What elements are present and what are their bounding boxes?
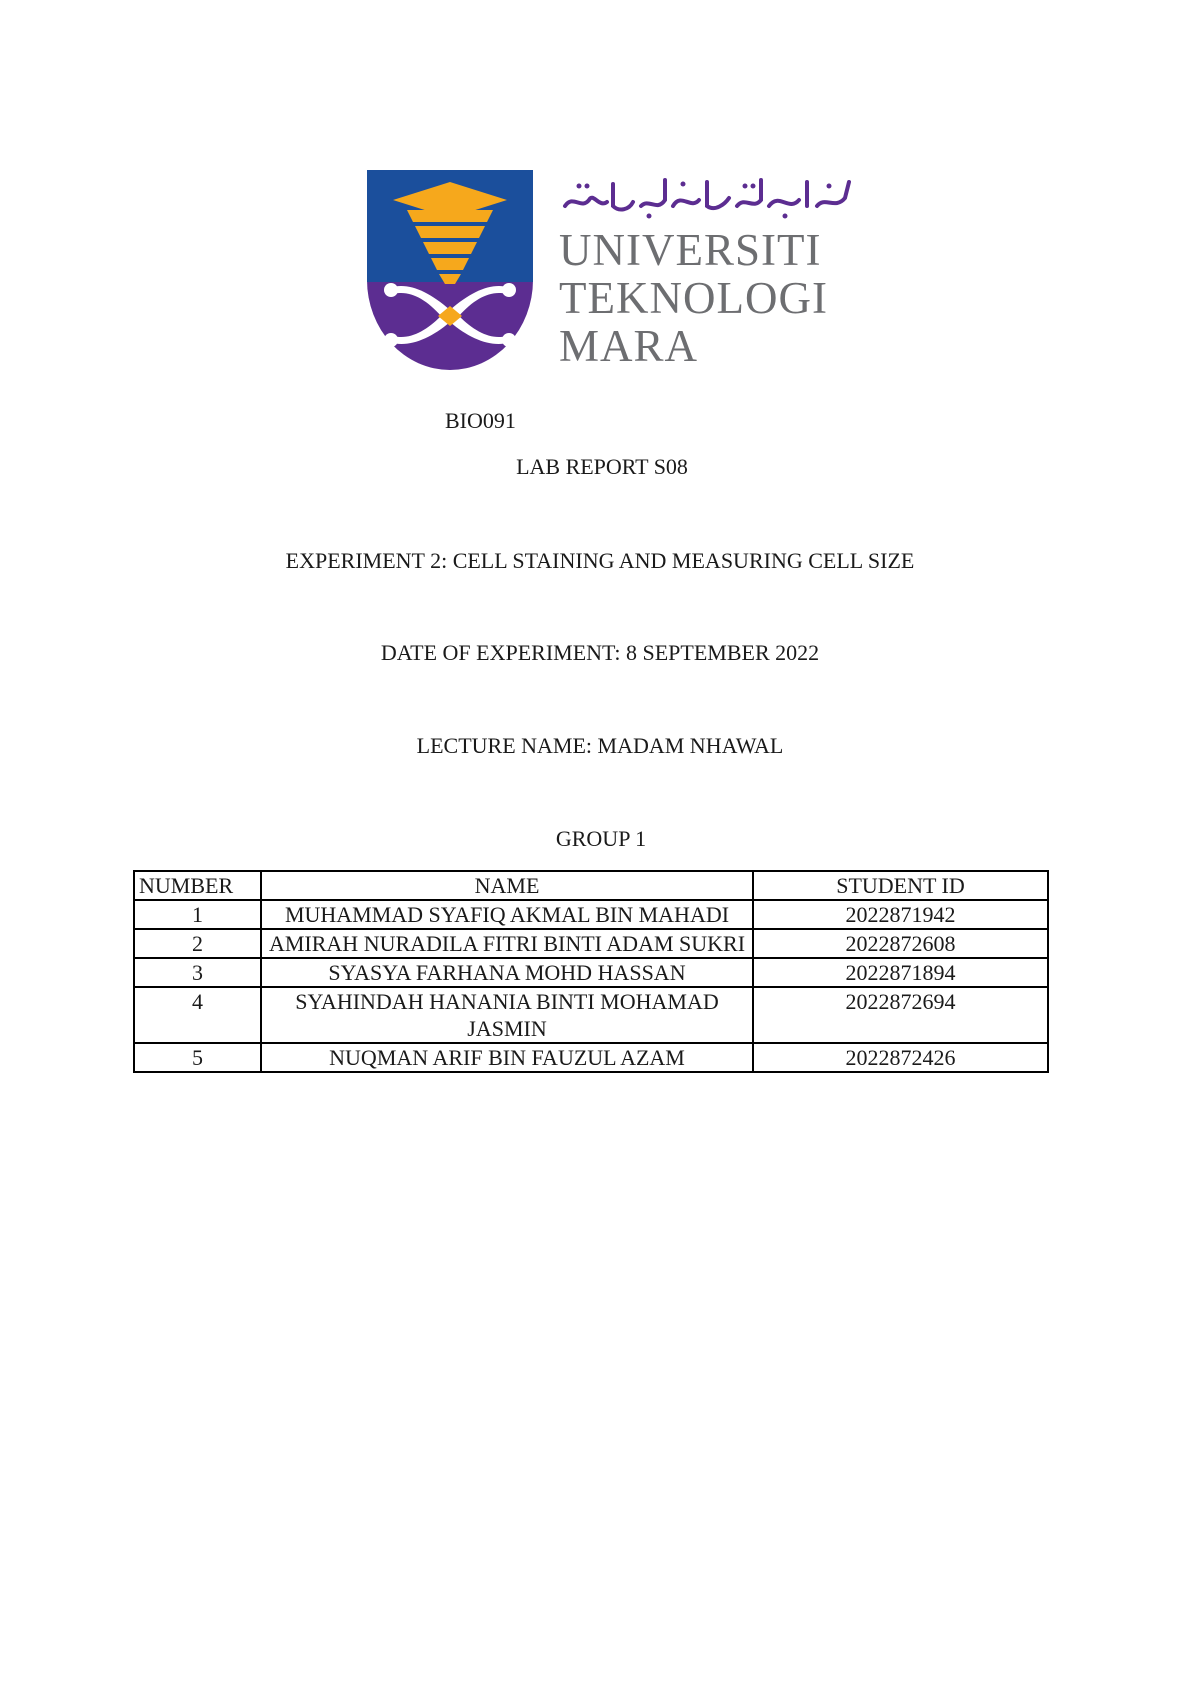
lecturer-name: LECTURE NAME: MADAM NHAWAL	[416, 733, 784, 758]
table-row	[134, 929, 1048, 958]
cell-student-id: 2022872426	[753, 1043, 1048, 1072]
cell-name: NUQMAN ARIF BIN FAUZUL AZAM	[261, 1043, 753, 1072]
cell-number: 2	[134, 929, 261, 958]
table-row	[134, 900, 1048, 929]
cell-number: 5	[134, 1043, 261, 1072]
cell-student-id: 2022871894	[753, 958, 1048, 987]
logo-line-teknologi: TEKNOLOGI	[559, 273, 828, 323]
jawi-script-logotype	[559, 170, 859, 220]
lab-report-title: LAB REPORT S08	[516, 454, 688, 479]
logo-line-universiti: UNIVERSITI	[559, 225, 822, 275]
cell-number: 4	[134, 987, 261, 1043]
university-logo	[367, 170, 857, 370]
header-student-id: STUDENT ID	[753, 871, 1048, 900]
logo-line-mara: MARA	[559, 321, 699, 371]
table-header-row	[134, 871, 1048, 900]
table-row	[134, 987, 1048, 1043]
cell-number: 3	[134, 958, 261, 987]
table-row	[134, 958, 1048, 987]
cell-student-id: 2022871942	[753, 900, 1048, 929]
header-name: NAME	[261, 871, 753, 900]
experiment-title: EXPERIMENT 2: CELL STAINING AND MEASURING CELL SIZE	[285, 548, 915, 573]
group-label: GROUP 1	[555, 826, 647, 851]
cell-student-id: 2022872694	[753, 987, 1048, 1043]
uitm-shield-icon	[367, 170, 533, 370]
table-row	[134, 1043, 1048, 1072]
course-code: BIO091	[445, 408, 516, 433]
university-wordmark	[559, 170, 859, 370]
cell-name: MUHAMMAD SYAFIQ AKMAL BIN MAHADI	[261, 900, 753, 929]
cell-name: SYAHINDAH HANANIA BINTI MOHAMAD JASMIN	[261, 987, 753, 1043]
cell-name: SYASYA FARHANA MOHD HASSAN	[261, 958, 753, 987]
cell-name: AMIRAH NURADILA FITRI BINTI ADAM SUKRI	[261, 929, 753, 958]
cell-number: 1	[134, 900, 261, 929]
header-number: NUMBER	[134, 871, 261, 900]
experiment-date: DATE OF EXPERIMENT: 8 SEPTEMBER 2022	[380, 640, 820, 665]
cell-student-id: 2022872608	[753, 929, 1048, 958]
members-table	[133, 870, 1049, 1073]
